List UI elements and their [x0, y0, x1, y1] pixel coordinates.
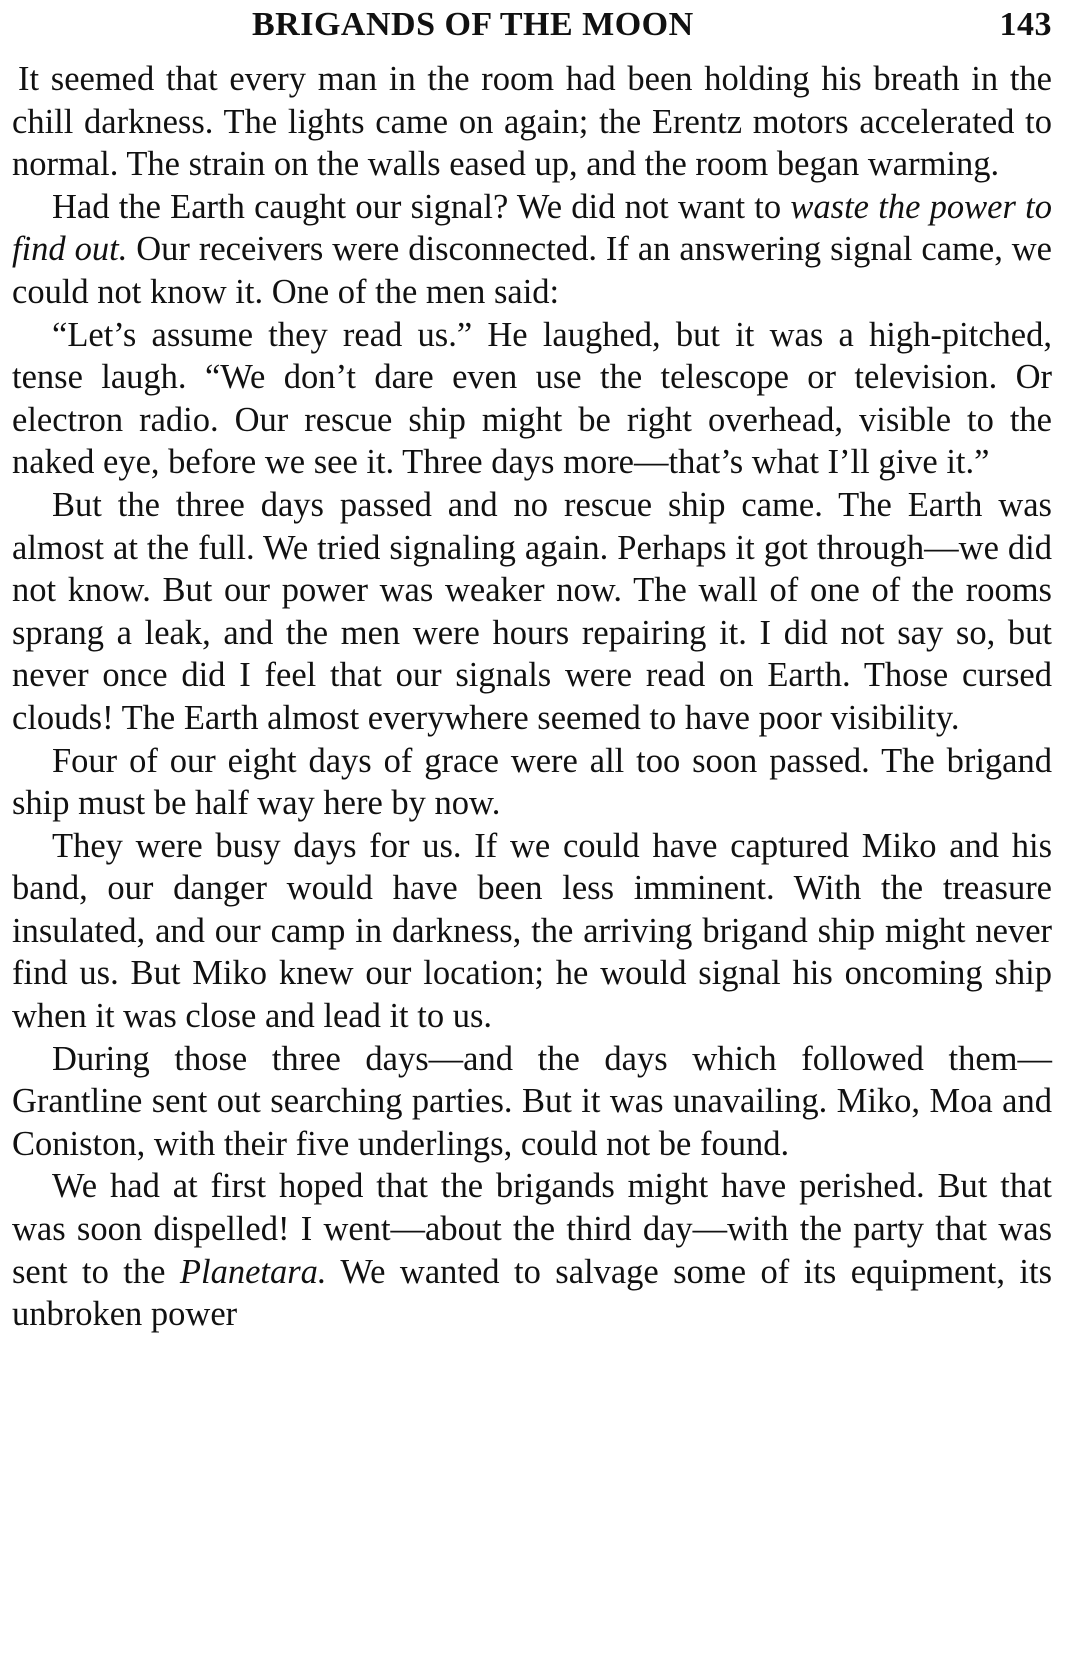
body-text [12, 58, 1052, 1336]
text-segment: They were busy days for us. If we could have captured Miko and his band, our danger would have been less imminent. With the treasure insulated, and our camp in darkness, the arriving brigand ship might never find us. But Miko knew our location; he would signal his oncoming ship when it was close and lead it to us. [12, 826, 1052, 1036]
text-segment: Had the Earth caught our signal? We did not want to [52, 187, 791, 226]
paragraph [12, 314, 1052, 484]
text-segment: We had at first hoped that the brigands might have perished. But that was soon dispelled! I went—about the third day—with the party that was sent to the [12, 1167, 1052, 1291]
paragraph [12, 484, 1052, 740]
paragraph [12, 186, 1052, 314]
text-segment: But the three days passed and no rescue ship came. The Earth was almost at the full. We tried signaling again. Perhaps it got through—we did not know. But our power was weaker now. The wall of one of the rooms sprang a leak, and the men were hours repairing it. I did not say so, but never once did I feel that our signals were read on Earth. Those cursed clouds! The Earth almost everywhere seemed to have poor visibility. [12, 485, 1052, 737]
text-segment: We wanted to salvage some of its equipment, its unbroken power [12, 1252, 1052, 1334]
running-title: BRIGANDS OF THE MOON [252, 6, 694, 43]
text-segment: During those three days—and the days which followed them—Grantline sent out searching parties. But it was unavailing. Miko, Moa and Coniston, with their five underlings, could not be found. [12, 1039, 1052, 1163]
text-segment: It seemed that every man in the room had been holding his breath in the chill darkness. The lights came on again; the Erentz motors accelerated to normal. The strain on the walls eased up, and the room began warming. [12, 60, 1052, 184]
running-head [12, 0, 1052, 58]
book-page [12, 0, 1052, 1658]
paragraph [12, 825, 1052, 1038]
text-segment: Four of our eight days of grace were all too soon passed. The brigand ship must be half way here by now. [12, 741, 1052, 823]
page-number: 143 [999, 6, 1052, 43]
text-segment: Our receivers were disconnected. If an answering signal came, we could not know it. One of the men said: [12, 230, 1052, 311]
italic-text-segment: waste the power to find out. [12, 187, 1052, 269]
paragraph [12, 1165, 1052, 1335]
italic-text-segment: Planetara. [179, 1252, 327, 1291]
paragraph [12, 1038, 1052, 1166]
paragraph [12, 58, 1052, 186]
paragraph [12, 740, 1052, 825]
text-segment: “Let’s assume they read us.” He laughed, but it was a high-pitched, tense laugh. “We don’t dare even use the telescope or television. Or electron radio. Our rescue ship might be right overhead, visible to the naked eye, before we see it. Three days more—that’s what I’ll give it.” [12, 315, 1052, 482]
